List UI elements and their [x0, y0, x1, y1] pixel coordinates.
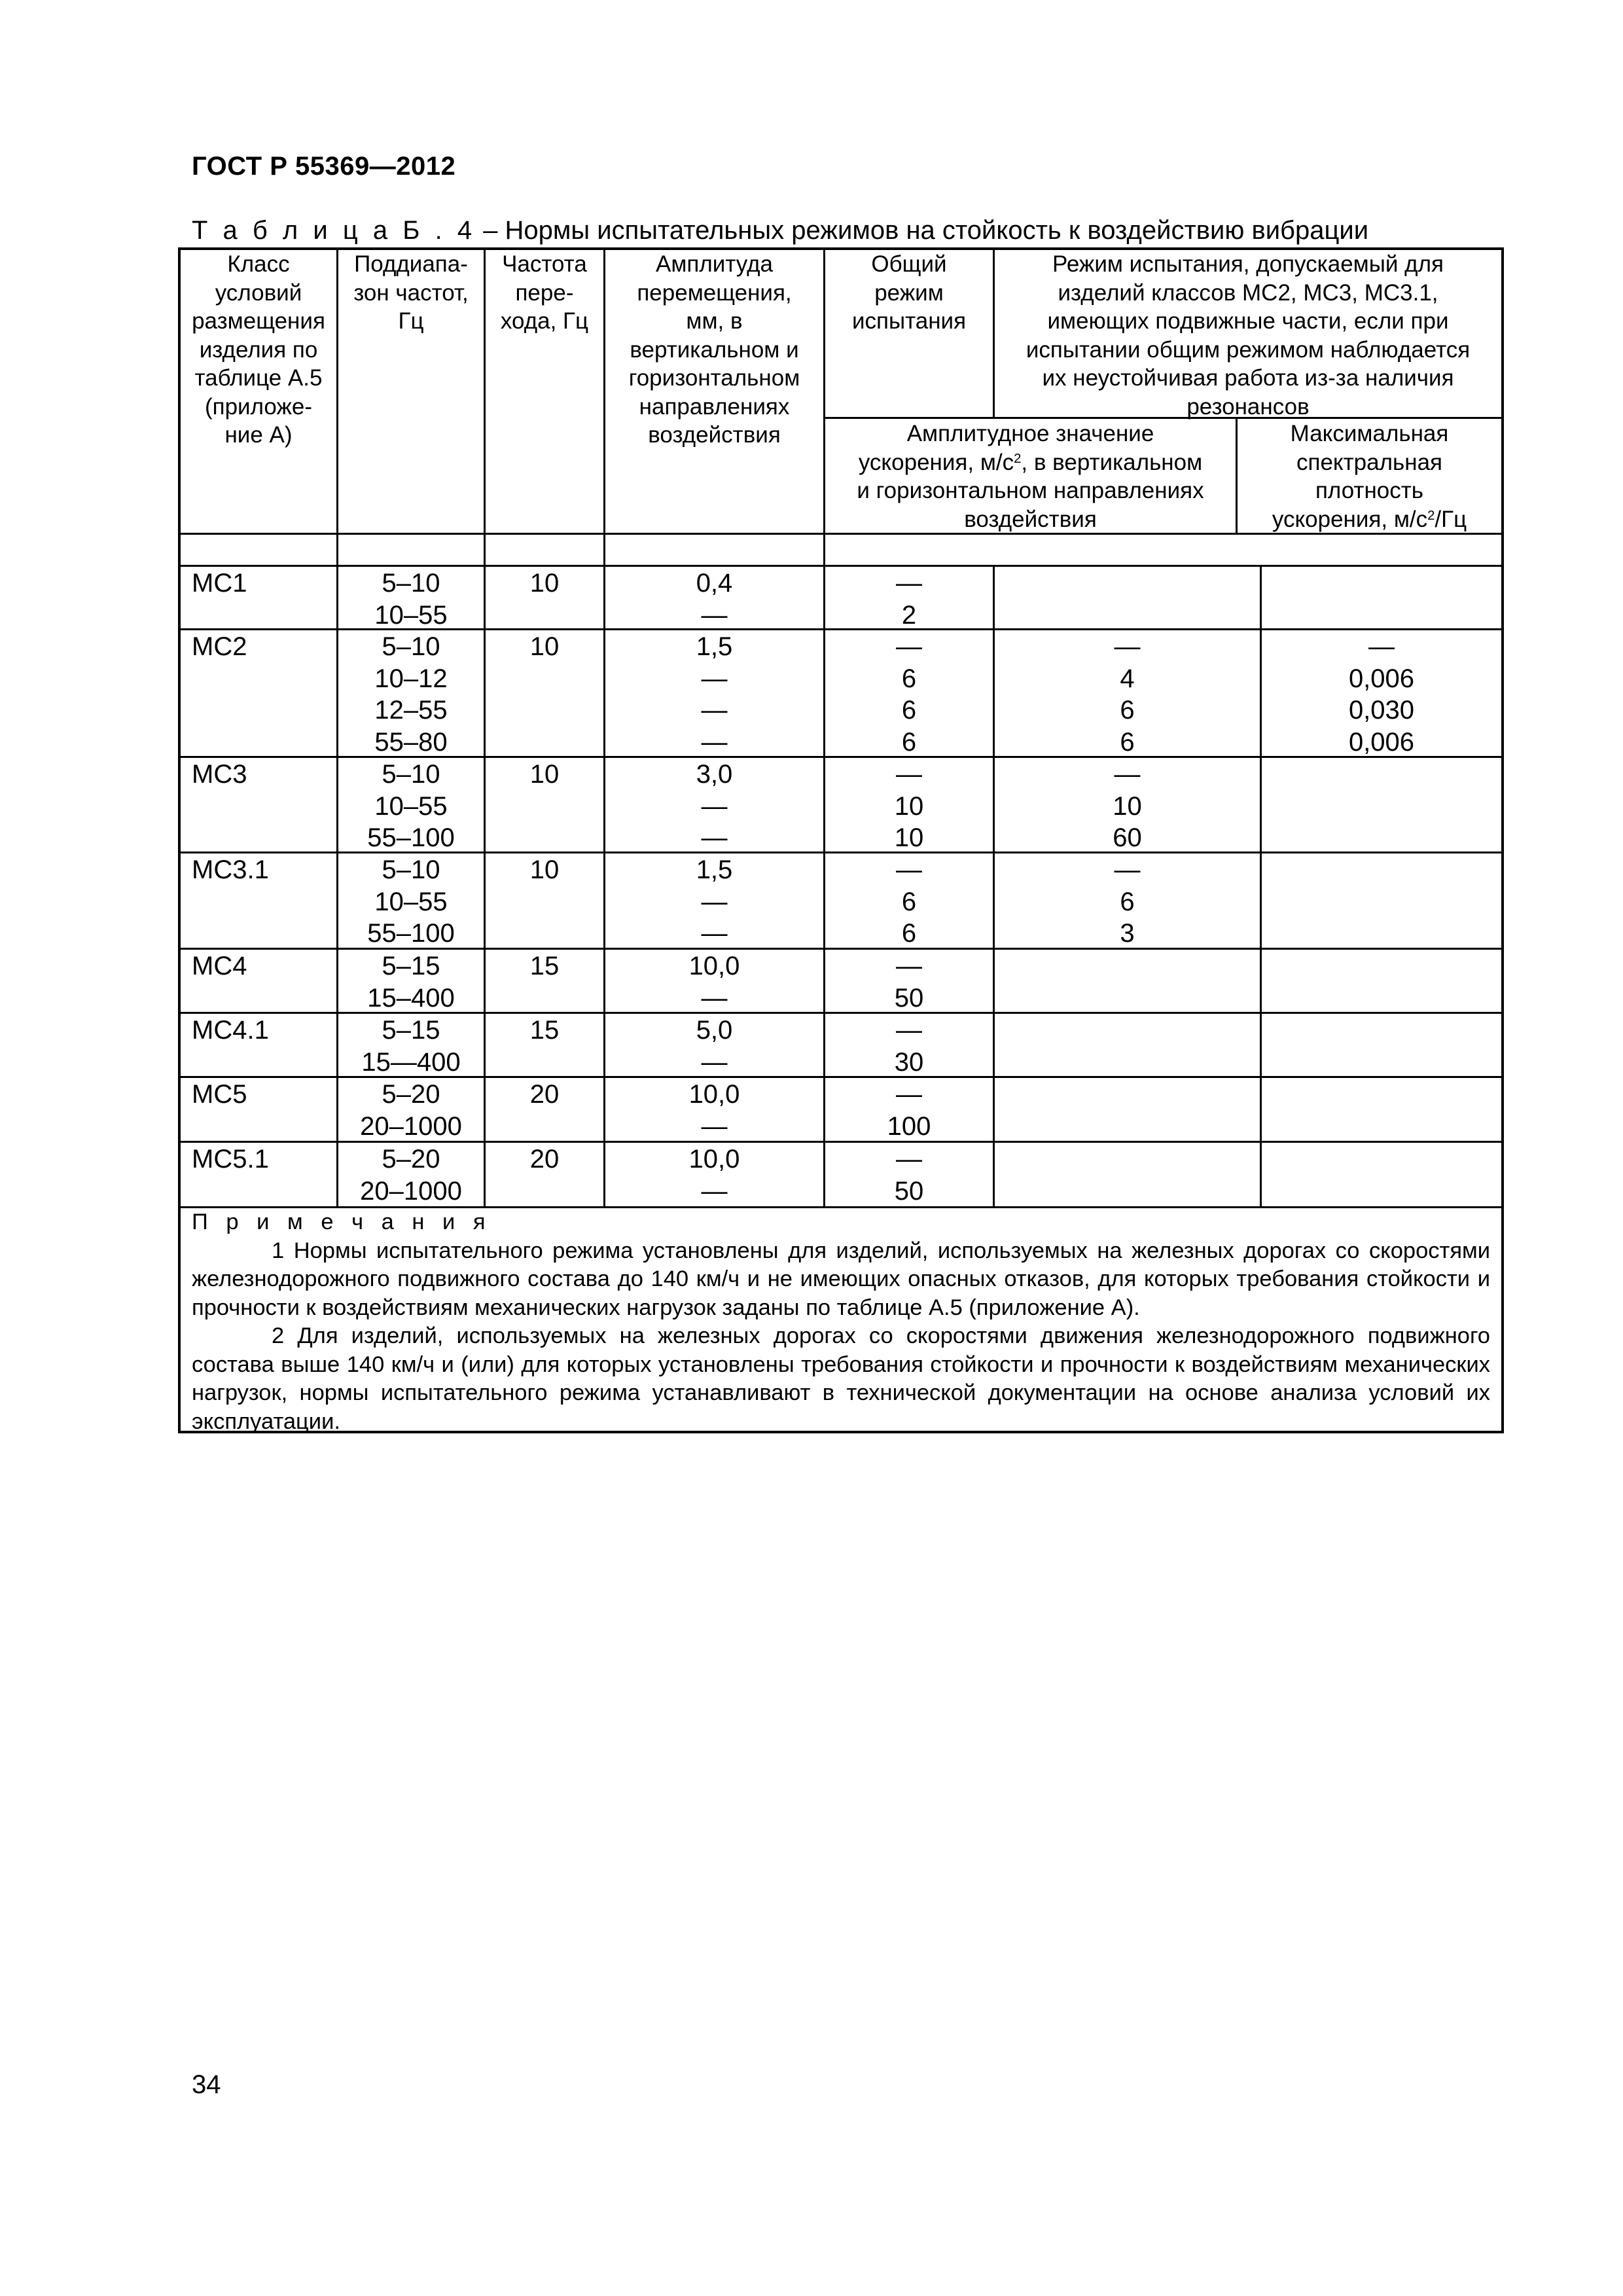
notes-title: П р и м е ч а н и я [192, 1210, 491, 1234]
table-cell: — 10 60 [1113, 760, 1142, 852]
table-cell: — 100 [887, 1080, 931, 1141]
header-psd-exponent: 2 [1427, 508, 1435, 523]
note-2: 2 Для изделий, используемых на железных дорогах со скоростями движения железнодорожного подвижного состава выше 140 км/ч и (или) для которых установлены требования стойкости и прочности к воздействиям механических нагрузок, нормы испытательного режима устанавливают в технической документации на основе анализа условий их эксплуатации. [192, 1323, 1490, 1434]
note-1: 1 Нормы испытательного режима установлены для изделий, используемых на железных дорогах со скоростями железнодорожного подвижного состава до 140 км/ч и не имеющих опасных отказов, для которых требования стойкости и прочности к воздействиям механических нагрузок заданы по таблице А.5 (приложение А). [192, 1238, 1490, 1320]
row-class-mc3-1: МС3.1 [192, 855, 269, 884]
table-cell: 10,0 — [688, 1080, 740, 1141]
table-cell: 0,4 — [696, 569, 733, 630]
table-cell: 3,0 — — [696, 760, 733, 852]
table-caption-label: Т а б л и ц а Б . 4 [192, 216, 476, 245]
table-cell: 10 [529, 632, 560, 661]
table-cell: 5–10 10–55 55–100 [367, 855, 455, 948]
table-cell: 1,5 — — — [696, 632, 733, 757]
table-cell: — 0,006 0,030 0,006 [1348, 632, 1415, 757]
row-class-mc4-1: МС4.1 [192, 1016, 269, 1045]
row-class-mc5-1: МС5.1 [192, 1145, 269, 1174]
table-cell: 1,5 — — [696, 855, 733, 948]
row-class-mc1: МС1 [192, 569, 247, 598]
header-acceleration-text: Амплитудное значение ускорения, м/с [858, 421, 1154, 475]
table-cell: — 4 6 6 [1114, 632, 1141, 757]
row-divider [178, 565, 1504, 567]
table-cell: 10 [529, 855, 560, 884]
table-cell: — 2 [896, 569, 922, 630]
table-cell: — 6 3 [1114, 855, 1141, 948]
table-cell: 5–10 10–55 [374, 569, 448, 630]
table-cell: 15 [529, 1016, 560, 1045]
header-class: Класс условий размещения изделия по таблице А.5 (приложе- ние А) [192, 251, 325, 448]
row-class-mc5: МС5 [192, 1080, 247, 1109]
row-class-mc3: МС3 [192, 760, 247, 789]
table-caption-title: – Нормы испытательных режимов на стойкость к воздействию вибрации [483, 216, 1369, 245]
table-cell: 10 [529, 569, 560, 598]
header-psd-text-tail: /Гц [1435, 506, 1467, 532]
table-cell: 5–15 15–400 [367, 952, 455, 1013]
table-cell: 5–10 10–12 12–55 55–80 [374, 632, 448, 757]
table-cell: — 50 [894, 1145, 924, 1206]
header-acceleration-amplitude [825, 420, 1236, 533]
header-spectral-density [1238, 420, 1501, 533]
table-cell: 20 [529, 1145, 560, 1174]
header-acceleration-text-tail: , в вертикальном и горизонтальном направлениях воздействия [857, 449, 1204, 532]
table-cell: 20 [529, 1080, 560, 1109]
header-displacement-amplitude: Амплитуда перемещения, мм, в вертикальном и горизонтальном направлениях воздействия [628, 251, 800, 448]
table-notes [192, 1208, 1490, 1436]
header-psd-text: Максимальная спектральная плотность ускорения, м/с [1272, 421, 1449, 532]
row-class-mc2: МС2 [192, 632, 247, 661]
table-cell: — 50 [894, 952, 924, 1013]
page-number: 34 [192, 2070, 221, 2099]
table-cell: 10,0 — [688, 1145, 740, 1206]
table-cell: 5,0 — [696, 1016, 733, 1077]
table-cell: 5–10 10–55 55–100 [367, 760, 455, 852]
header-allowed-mode: Режим испытания, допускаемый для изделий классов МС2, МС3, МС3.1, имеющих подвижные части, если при испытании общим режимом наблюдается их неустойчивая работа из-за наличия резонансов [1026, 251, 1471, 420]
table-cell: — 30 [894, 1016, 924, 1077]
table-cell: — 10 10 [894, 760, 924, 852]
header-general-mode: Общий режим испытания [851, 251, 967, 334]
header-acceleration-exponent: 2 [1014, 451, 1022, 466]
table-cell: — 6 6 [896, 855, 922, 948]
table-cell: 5–20 20–1000 [360, 1145, 462, 1206]
table-cell: — 6 6 6 [896, 632, 922, 757]
table-cell: 10,0 — [688, 952, 740, 1013]
table-cell: 15 [529, 952, 560, 980]
row-class-mc4: МС4 [192, 952, 247, 980]
document-code: ГОСТ Р 55369—2012 [192, 152, 456, 181]
table-cell: 5–15 15—400 [361, 1016, 461, 1077]
table-caption [192, 216, 1368, 245]
col-divider [484, 247, 486, 1206]
header-frequency-subrange: Поддиапа- зон частот, Гц [353, 251, 469, 334]
table-cell: 10 [529, 760, 560, 789]
header-crossover-frequency: Частота пере- хода, Гц [500, 251, 589, 334]
table-cell: 5–20 20–1000 [360, 1080, 462, 1141]
